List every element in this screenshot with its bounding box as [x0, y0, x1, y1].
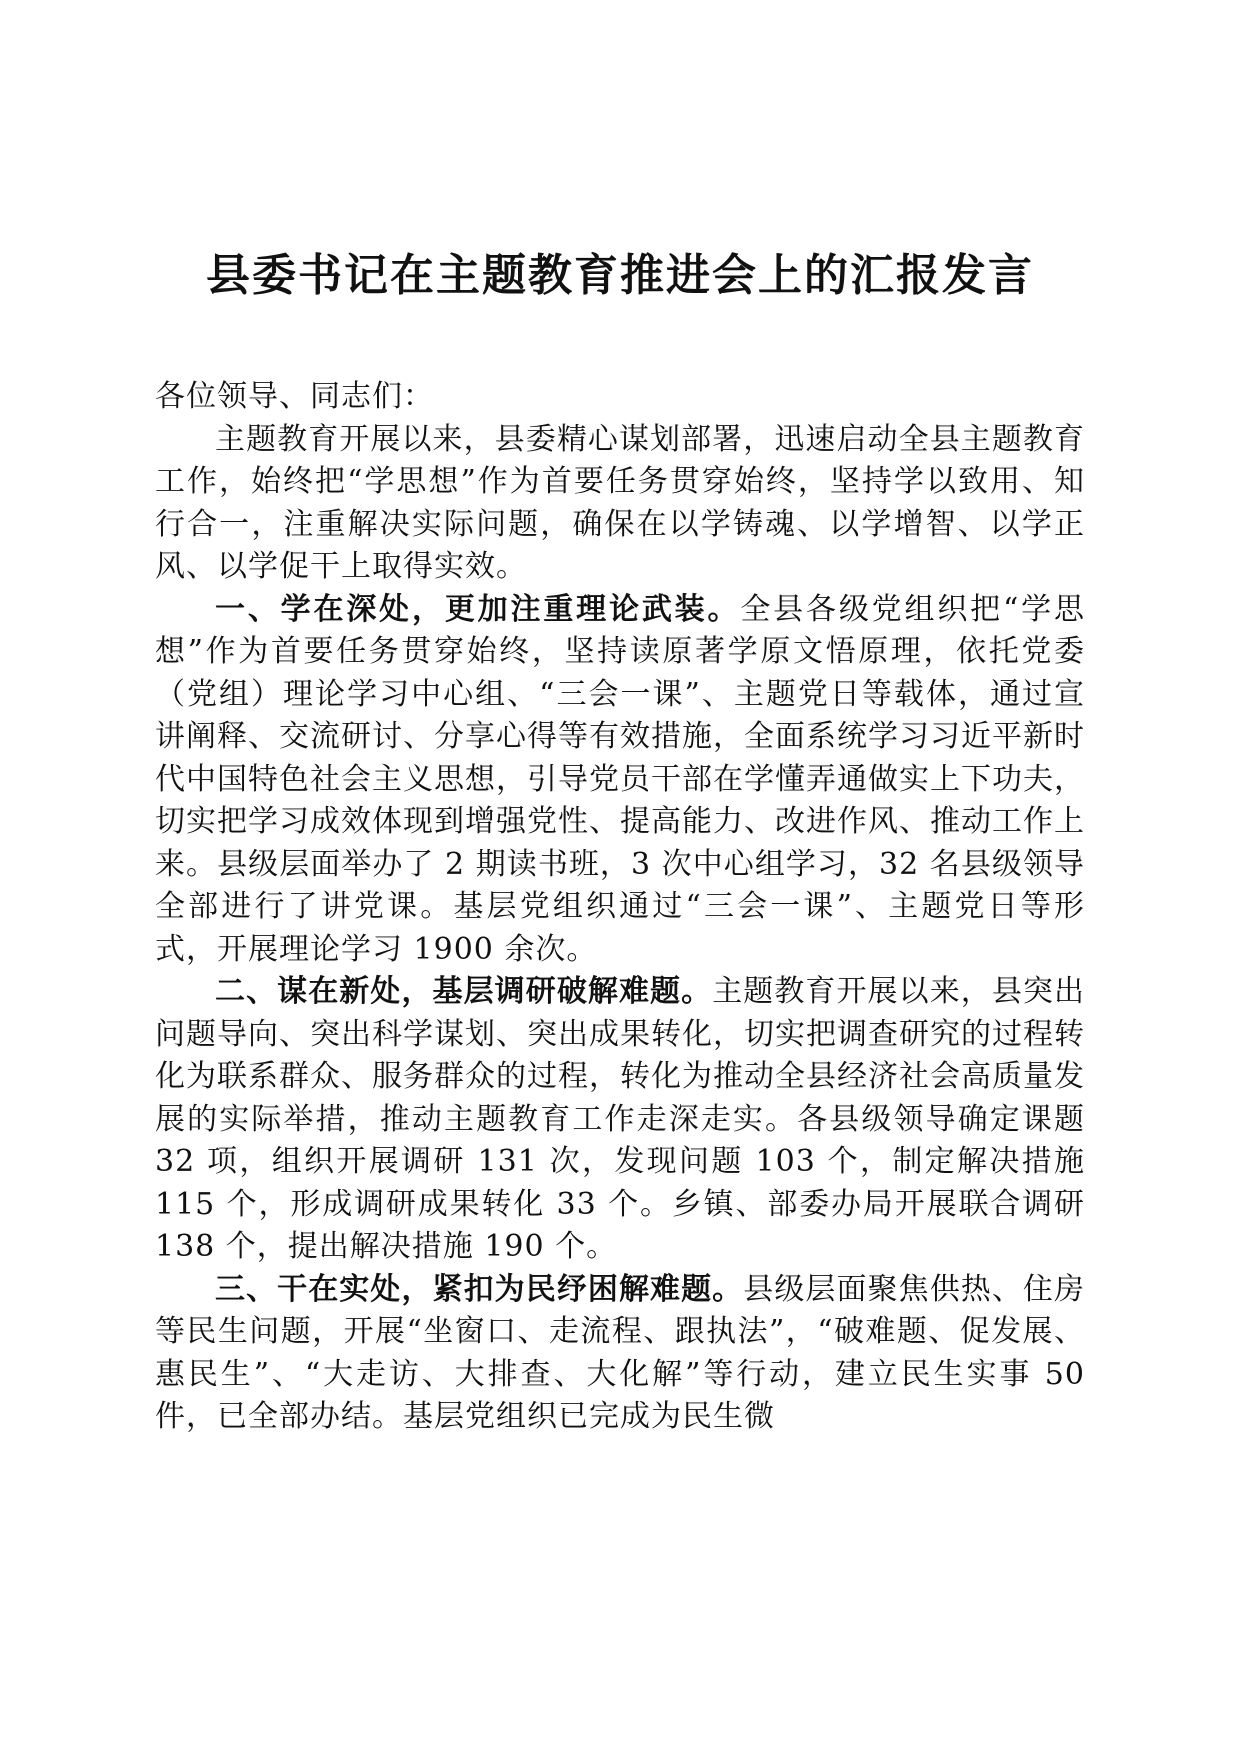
section-heading-1: 一、学在深处，更加注重理论武装。	[215, 591, 741, 627]
document-body	[155, 376, 1085, 1439]
section-text-1: 全县各级党组织把“学思想”作为首要任务贯穿始终，坚持读原著学原文悟原理，依托党委（党组）理论学习中心组、“三会一课”、主题党日等载体，通过宣讲阐释、交流研讨、分享心得等有效措施，全面系统学习习近平新时代中国特色社会主义思想，引导党员干部在学懂弄通做实上下功夫，切实把学习成效体现到增强党性、提高能力、改进作风、推动工作上来。县级层面举办了 2 期读书班，3 次中心组学习，32 名县级领导全部进行了讲党课。基层党组织通过“三会一课”、主题党日等形式，开展理论学习 1900 余次。	[155, 591, 1085, 967]
section-text-2: 主题教育开展以来，县突出问题导向、突出科学谋划、突出成果转化，切实把调查研究的过程转化为联系群众、服务群众的过程，转化为推动全县经济社会高质量发展的实际举措，推动主题教育工作走深走实。各县级领导确定课题 32 项，组织开展调研 131 次，发现问题 103 个，制定解决措施 115 个，形成调研成果转化 33 个。乡镇、部委办局开展联合调研 138 个，提出解决措施 190 个。	[155, 974, 1086, 1264]
section-heading-2: 二、谋在新处，基层调研破解难题。	[215, 974, 713, 1009]
section-paragraph-1	[155, 589, 1085, 972]
section-paragraph-2	[155, 971, 1085, 1269]
document-title: 县委书记在主题教育推进会上的汇报发言	[206, 250, 1034, 301]
salutation: 各位领导、同志们：	[155, 379, 434, 414]
section-paragraph-3	[155, 1269, 1085, 1439]
intro-paragraph: 主题教育开展以来，县委精心谋划部署，迅速启动全县主题教育工作，始终把“学思想”作为首要任务贯穿始终，坚持学以致用、知行合一，注重解决实际问题，确保在以学铸魂、以学增智、以学正风、以学促干上取得实效。	[155, 421, 1085, 584]
section-heading-3: 三、干在实处，紧扣为民纾困解难题。	[215, 1271, 744, 1307]
section-text-3: 县级层面聚焦供热、住房等民生问题，开展“坐窗口、走流程、跟执法”，“破难题、促发展、惠民生”、“大走访、大排查、大化解”等行动，建立民生实事 50 件，已全部办结。基层党组织已完成为民生微	[155, 1271, 1086, 1434]
